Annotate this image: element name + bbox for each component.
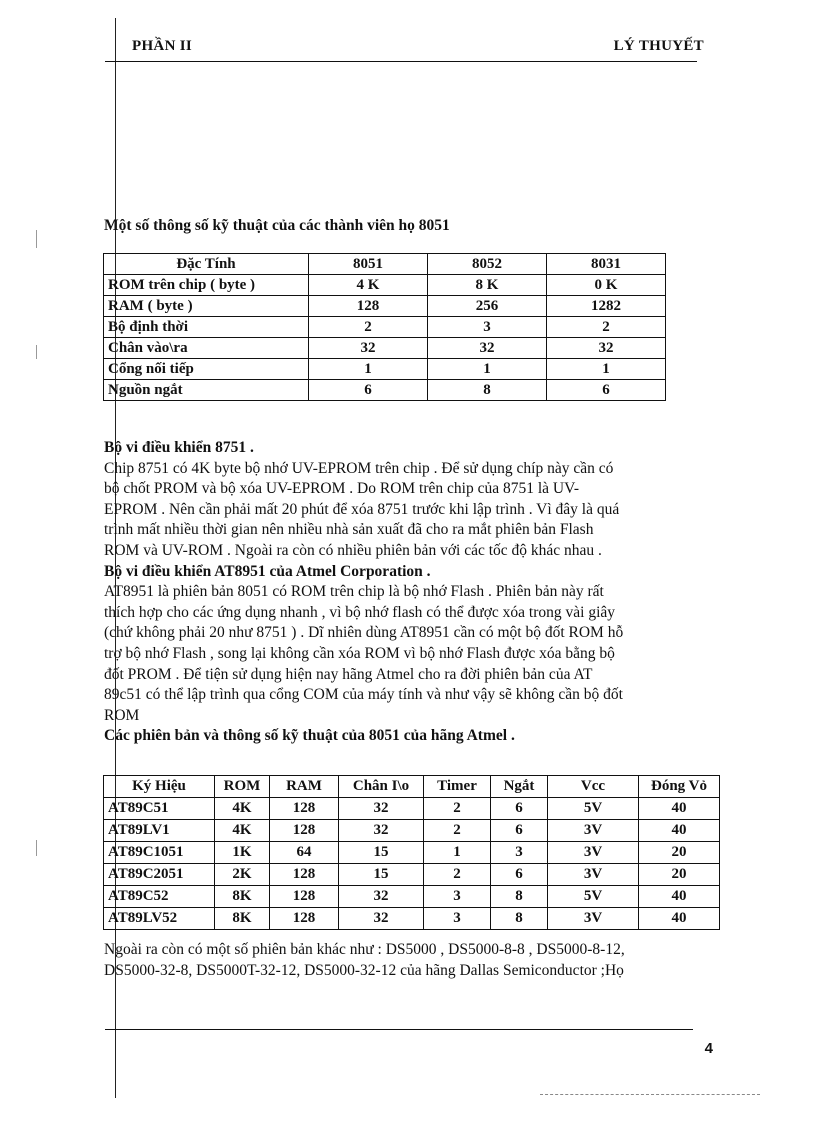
table-cell: 3V	[548, 820, 639, 842]
table-cell: 3V	[548, 908, 639, 930]
table-row	[104, 820, 720, 842]
table-row	[104, 842, 720, 864]
column-header: 8051	[309, 254, 428, 275]
table-cell: 8K	[215, 908, 270, 930]
header-chapter: LÝ THUYẾT	[613, 38, 704, 54]
table-cell: AT89C2051	[104, 864, 215, 886]
section-heading: Bộ vi điều khiển AT8951 của Atmel Corporation .	[104, 562, 431, 580]
table-cell: 32	[339, 908, 424, 930]
table-cell: 40	[639, 908, 720, 930]
table-cell: 8	[428, 380, 547, 401]
scan-artifact	[540, 1094, 760, 1095]
table-cell: 20	[639, 842, 720, 864]
paragraph-line: đốt PROM . Để tiện sử dụng hiện nay hãng Atmel cho ra đời phiên bản của AT	[104, 665, 593, 683]
table-cell: 2	[424, 864, 491, 886]
scan-artifact	[36, 345, 37, 359]
table-cell: 6	[547, 380, 666, 401]
paragraph-line: Ngoài ra còn có một số phiên bản khác như : DS5000 , DS5000-8-8 , DS5000-8-12,	[104, 941, 625, 958]
table-cell: 6	[491, 820, 548, 842]
column-header: 8031	[547, 254, 666, 275]
table-cell: 4 K	[309, 275, 428, 296]
table-cell: 128	[270, 820, 339, 842]
header-rule	[105, 61, 697, 62]
table-cell: AT89LV1	[104, 820, 215, 842]
paragraph-line: trình mất nhiều thời gian nên nhiều nhà sản xuất đã cho ra mắt phiên bản Flash	[104, 521, 594, 539]
table-cell: 2	[309, 317, 428, 338]
table-cell: 1	[428, 359, 547, 380]
table-cell: Bộ định thời	[104, 317, 309, 338]
table-cell: AT89C1051	[104, 842, 215, 864]
table-cell: 32	[547, 338, 666, 359]
table-cell: AT89C51	[104, 798, 215, 820]
table-header-row	[104, 776, 720, 798]
table-row	[104, 359, 666, 380]
table-row	[104, 317, 666, 338]
table-cell: 3V	[548, 842, 639, 864]
table-cell: 3	[428, 317, 547, 338]
column-header: 8052	[428, 254, 547, 275]
table-cell: 3	[424, 908, 491, 930]
header-section: PHẦN II	[132, 38, 193, 54]
page-number: 4	[704, 1040, 713, 1057]
column-header: Ký Hiệu	[104, 776, 215, 798]
table-cell: 32	[339, 886, 424, 908]
table-cell: 128	[270, 886, 339, 908]
table-cell: 2K	[215, 864, 270, 886]
table-header-row	[104, 254, 666, 275]
table-cell: 128	[309, 296, 428, 317]
column-header: Ngắt	[491, 776, 548, 798]
paragraph-line: bộ chốt PROM và bộ xóa UV-EPROM . Do ROM trên chip của 8751 là UV-	[104, 480, 580, 498]
table-cell: AT89C52	[104, 886, 215, 908]
atmel-table-title: Các phiên bản và thông số kỹ thuật của 8051 của hãng Atmel .	[104, 727, 515, 745]
table-cell: 5V	[548, 886, 639, 908]
table-cell: 2	[547, 317, 666, 338]
table-cell: 1	[309, 359, 428, 380]
table-cell: 40	[639, 886, 720, 908]
table-cell: 40	[639, 798, 720, 820]
scan-artifact	[36, 840, 37, 856]
table-cell: 32	[339, 820, 424, 842]
table-row	[104, 798, 720, 820]
table-cell: 20	[639, 864, 720, 886]
table-cell: ROM trên chip ( byte )	[104, 275, 309, 296]
table-cell: 8	[491, 886, 548, 908]
table-cell: 5V	[548, 798, 639, 820]
table-cell: 15	[339, 842, 424, 864]
table-cell: AT89LV52	[104, 908, 215, 930]
section-8751	[104, 438, 714, 747]
table-cell: 64	[270, 842, 339, 864]
table-cell: 2	[424, 820, 491, 842]
table-cell: 2	[424, 798, 491, 820]
section-heading: Bộ vi điều khiển 8751 .	[104, 439, 254, 456]
table-row	[104, 338, 666, 359]
table-row	[104, 908, 720, 930]
paragraph-line: EPROM . Nên cần phải mất 20 phút để xóa 8751 trước khi lập trình . Vì đây là quá	[104, 500, 620, 518]
table-row	[104, 864, 720, 886]
table-cell: 1	[547, 359, 666, 380]
table-cell: 6	[309, 380, 428, 401]
atmel-table	[103, 775, 720, 930]
table-cell: 8 K	[428, 275, 547, 296]
column-header: Chân I\o	[339, 776, 424, 798]
table-cell: 3V	[548, 864, 639, 886]
table-cell: 128	[270, 908, 339, 930]
paragraph-line: AT8951 là phiên bản 8051 có ROM trên chip là bộ nhớ Flash . Phiên bản này rất	[104, 583, 604, 601]
table-cell: 1K	[215, 842, 270, 864]
table-row	[104, 296, 666, 317]
paragraph-line: trợ bộ nhớ Flash , song lại không cần xóa ROM vì bộ nhớ Flash được xóa bằng bộ	[104, 644, 615, 662]
column-header: Đặc Tính	[104, 254, 309, 275]
table-cell: 32	[428, 338, 547, 359]
table-cell: 8	[491, 908, 548, 930]
paragraph-line: Chip 8751 có 4K byte bộ nhớ UV-EPROM trên chip . Để sử dụng chíp này cần có	[104, 459, 614, 477]
table-cell: 6	[491, 798, 548, 820]
table-cell: 0 K	[547, 275, 666, 296]
table-row	[104, 886, 720, 908]
table-row	[104, 380, 666, 401]
table-cell: RAM ( byte )	[104, 296, 309, 317]
table-cell: 1	[424, 842, 491, 864]
paragraph-line: DS5000-32-8, DS5000T-32-12, DS5000-32-12 của hãng Dallas Semiconductor ;Họ	[104, 961, 624, 979]
table-cell: Cổng nối tiếp	[104, 359, 309, 380]
paragraph-line: thích hợp cho các ứng dụng nhanh , vì bộ nhớ flash có thể được xóa trong vài giây	[104, 603, 616, 621]
table-cell: 40	[639, 820, 720, 842]
table-row	[104, 275, 666, 296]
footer-paragraph	[104, 940, 714, 981]
table-cell: 4K	[215, 820, 270, 842]
spec-table-title: Một số thông số kỹ thuật của các thành viên họ 8051	[104, 217, 450, 234]
table-cell: Chân vào\ra	[104, 338, 309, 359]
table-cell: 8K	[215, 886, 270, 908]
table-cell: 256	[428, 296, 547, 317]
spec-table	[103, 253, 666, 401]
table-cell: 6	[491, 864, 548, 886]
column-header: RAM	[270, 776, 339, 798]
table-cell: 128	[270, 798, 339, 820]
column-header: Timer	[424, 776, 491, 798]
paragraph-line: (chứ không phải 20 như 8751 ) . Dĩ nhiên dùng AT8951 cần có một bộ đốt ROM hỗ	[104, 624, 624, 642]
table-cell: 3	[491, 842, 548, 864]
table-cell: 32	[309, 338, 428, 359]
column-header: Đóng Vỏ	[639, 776, 720, 798]
column-header: ROM	[215, 776, 270, 798]
table-cell: 32	[339, 798, 424, 820]
table-cell: 3	[424, 886, 491, 908]
column-header: Vcc	[548, 776, 639, 798]
table-cell: 1282	[547, 296, 666, 317]
paragraph-line: 89c51 có thể lập trình qua cổng COM của máy tính và như vậy sẽ không cần bộ đốt	[104, 686, 623, 704]
table-cell: 4K	[215, 798, 270, 820]
footer-rule	[105, 1029, 693, 1030]
paragraph-line: ROM	[104, 706, 140, 724]
paragraph-line: ROM và UV-ROM . Ngoài ra còn có nhiều phiên bản với các tốc độ khác nhau .	[104, 541, 602, 559]
scan-artifact	[36, 230, 37, 248]
table-cell: 128	[270, 864, 339, 886]
table-cell: Nguồn ngắt	[104, 380, 309, 401]
table-cell: 15	[339, 864, 424, 886]
